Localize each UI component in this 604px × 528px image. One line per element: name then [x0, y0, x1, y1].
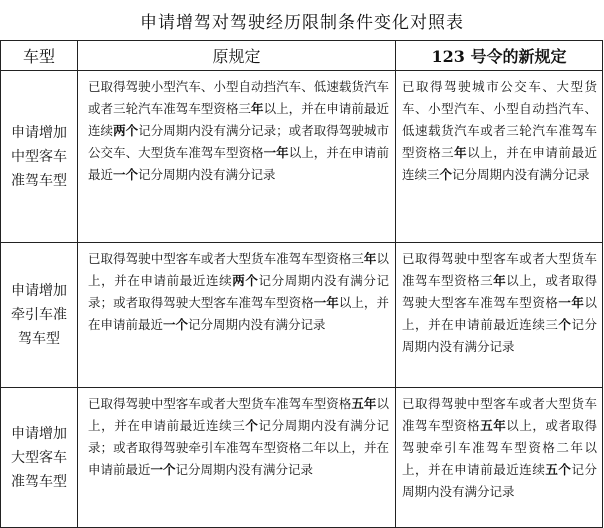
rule-text: 记分周期内没有满分记录: [402, 317, 597, 354]
rule-text: 已取得驾驶中型客车或者大型货车准驾车型资格三: [88, 251, 364, 266]
rule-text: 以上，并在申请前最近: [88, 295, 389, 332]
emphasized-text: 年: [454, 145, 468, 160]
new-rule-cell: [396, 243, 603, 388]
rule-text: 以上，并在申请前最近连续三: [402, 295, 597, 332]
emphasized-text: 一年: [558, 295, 585, 310]
emphasized-text: 一年: [263, 145, 289, 160]
emphasized-text: 两个: [232, 273, 259, 288]
vehicle-type-cell: 申请增加中型客车准驾车型: [1, 71, 78, 243]
comparison-table: [0, 40, 603, 528]
vehicle-type-cell: 申请增加大型客车准驾车型: [1, 388, 78, 528]
vehicle-type-cell: 申请增加牵引车准驾车型: [1, 243, 78, 388]
new-rule-cell: [396, 71, 603, 243]
rule-text: 记分周期内没有满分记录；或者取得驾驶牵引车准驾车型资格二年以上，并在申请前最近: [88, 418, 389, 477]
rule-text: 以上，并在申请前最近连续: [88, 251, 389, 288]
rule-text: 已取得驾驶中型客车或者大型货车准驾车型资格三: [402, 251, 597, 288]
rule-text: 以上，并在申请前最近连续: [88, 101, 389, 138]
emphasized-text: 个: [245, 418, 259, 433]
emphasized-text: 五个: [545, 462, 572, 477]
rule-text: 已取得驾驶中型客车或者大型货车准驾车型资格: [402, 396, 597, 433]
emphasized-text: 一个: [113, 167, 139, 182]
emphasized-text: 年: [493, 273, 507, 288]
old-rule-cell: [78, 243, 396, 388]
rule-text: 以上，或者取得驾驶大型客车准驾车型资格: [402, 273, 597, 310]
rule-text: 以上，并在申请前最近连续三: [88, 396, 389, 433]
rule-text: 记分周期内没有满分记录: [188, 317, 326, 332]
table-row: [1, 388, 603, 528]
emphasized-text: 五年: [351, 396, 377, 411]
rule-text: 已取得驾驶中型客车或者大型货车准驾车型资格: [88, 396, 352, 411]
table-title: 申请增驾对驾驶经历限制条件变化对照表: [140, 12, 464, 33]
rule-text: 记分周期内没有满分记录: [402, 462, 597, 499]
emphasized-text: 年: [251, 101, 264, 116]
header-old-rule: 原规定: [78, 41, 396, 71]
rule-text: 记分周期内没有满分记录: [452, 167, 590, 182]
emphasized-text: 年: [363, 251, 377, 266]
header-row: [1, 41, 603, 71]
rule-text: 记分周期内没有满分记录；或者取得驾驶城市公交车、大型货车准驾车型资格: [88, 123, 389, 160]
rule-text: 已取得驾驶城市公交车、大型货车、小型汽车、小型自动挡汽车、低速载货汽车或者三轮汽车准驾车型资格三: [402, 79, 597, 160]
table-row: [1, 243, 603, 388]
rule-text: 以上，并在申请前最近连续三: [402, 145, 597, 182]
rule-text: 记分周期内没有满分记录: [138, 167, 276, 182]
old-rule-cell: [78, 388, 396, 528]
emphasized-text: 一个: [163, 317, 189, 332]
emphasized-text: 五年: [480, 418, 507, 433]
emphasized-text: 一年: [313, 295, 339, 310]
new-rule-cell: [396, 388, 603, 528]
rule-text: 以上，并在申请前最近: [88, 145, 389, 182]
header-vehicle-type: 车型: [1, 41, 78, 71]
table-row: [1, 71, 603, 243]
rule-text: 已取得驾驶小型汽车、小型自动挡汽车、低速载货汽车或者三轮汽车准驾车型资格三: [88, 79, 389, 116]
emphasized-text: 一个: [150, 462, 176, 477]
emphasized-text: 个: [439, 167, 453, 182]
header-new-rule: 123 号令的新规定: [396, 41, 603, 71]
rule-text: 以上，或者取得驾驶牵引车准驾车型资格二年以上，并在申请前最近连续: [402, 418, 597, 477]
emphasized-text: 两个: [113, 123, 139, 138]
emphasized-text: 个: [558, 317, 572, 332]
old-rule-cell: [78, 71, 396, 243]
rule-text: 记分周期内没有满分记录；或者取得驾驶大型客车准驾车型资格: [88, 273, 389, 310]
rule-text: 记分周期内没有满分记录: [175, 462, 314, 477]
